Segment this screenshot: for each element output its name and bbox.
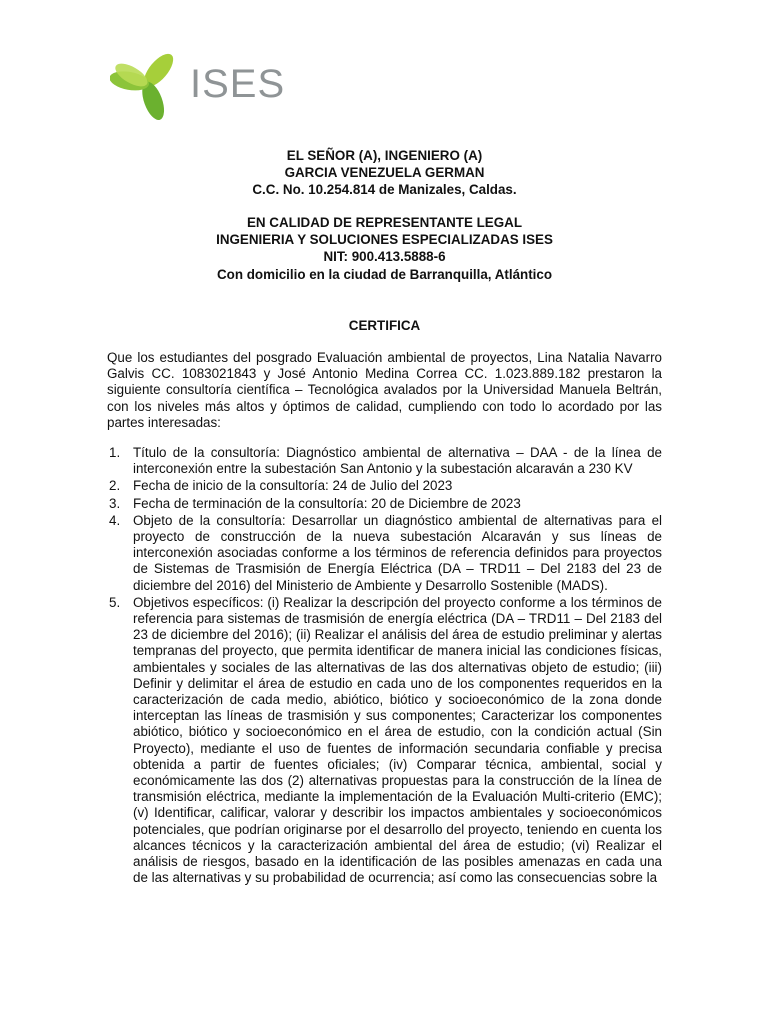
logo-text: ISES xyxy=(190,61,286,106)
company-role: EN CALIDAD DE REPRESENTANTE LEGAL xyxy=(246,215,523,230)
company-nit: NIT: 900.413.5888-6 xyxy=(323,249,446,265)
certifica-heading: CERTIFICA xyxy=(348,318,421,333)
representative-title: EL SEÑOR (A), INGENIERO (A) xyxy=(286,148,483,163)
company-name: INGENIERIA Y SOLUCIONES ESPECIALIZADAS ISES xyxy=(216,232,553,248)
list-item: 2. Fecha de inicio de la consultoría: 24 de Julio del 2023 xyxy=(109,478,453,494)
representative-name: GARCIA VENEZUELA GERMAN xyxy=(284,165,485,181)
intro-paragraph: Que los estudiantes del posgrado Evaluación ambiental de proyectos, Lina Natalia Navarro Galvis CC. 1083021843 y José Antonio Medina Correa CC. 1.023.889.182 prestaron la siguiente consultoría científica – Tecnológica avalados por la Universidad Manuela Beltrán, con los niveles más altos y óptimos de calidad, cumpliendo con todo lo acordado por las partes interesadas: xyxy=(107,350,662,430)
list-item: 4. Objeto de la consultoría: Desarrollar un diagnóstico ambiental de alternativas para el proyecto de construcción de la nueva subestación Alcaraván y sus líneas de interconexión asociadas conforme a los términos de referencia definidos para proyectos de Sistemas de Trasmisión de Energía Eléctrica (DA – TRD11 – Del 2183 del 23 de diciembre del 2016) del Ministerio de Ambiente y Desarrollo Sostenible (MADS). xyxy=(109,512,662,593)
representative-id: C.C. No. 10.254.814 de Manizales, Caldas. xyxy=(252,182,517,198)
ises-leaf-icon xyxy=(110,47,184,121)
company-logo xyxy=(110,44,290,124)
list-item: 3. Fecha de terminación de la consultoría: 20 de Diciembre de 2023 xyxy=(109,495,521,511)
list-item: 5. Objetivos específicos: (i) Realizar la descripción del proyecto conforme a los términos de referencia para sistemas de trasmisión de energía eléctrica (DA – TRD11 – Del 2183 del 23 de diciembre del 2016); (ii) Realizar el análisis del área de estudio preliminar y alertas tempranas del proyecto, que permita identificar de manera inicial las condiciones físicas, ambientales y sociales de las alternativas de las dos alternativas objeto de estudio; (iii) Definir y delimitar el área de estudio en cada uno de los componentes requeridos en la caracterización de cada medio, abiótico, biótico y socioeconómico de la zona donde interceptan las líneas de trasmisión y sus componentes; Caracterizar los componentes abiótico, biótico y socioeconómico en el área de estudio, con la condición actual (Sin Proyecto), mediante el uso de fuentes de información secundaria confiable y precisa obtenida a partir de fuentes oficiales; (iv) Comparar técnica, ambiental, social y económicamente las dos (2) alternativas propuestas para la construcción de la línea de transmisión eléctrica, mediante la implementación de la Evaluación Multi-criterio (EMC); (v) Identificar, calificar, valorar y describir los impactos ambientales y socioeconómicos potenciales, que podrían originarse por el desarrollo del proyecto, teniendo en cuenta los alcances técnicos y la caracterización ambiental del área de estudio; (vi) Realizar el análisis de riesgos, basado en la identificación de las posibles amenazas en cada una de las alternativas y su probabilidad de ocurrencia; así como las consecuencias sobre la xyxy=(109,594,662,886)
company-block xyxy=(107,214,662,283)
representative-block xyxy=(107,147,662,199)
company-domicile: Con domicilio en la ciudad de Barranquilla, Atlántico xyxy=(216,266,553,282)
consultancy-details-list xyxy=(107,445,662,887)
list-item: 1. Título de la consultoría: Diagnóstico ambiental de alternativa – DAA - de la línea de interconexión entre la subestación San Antonio y la subestación alcaraván a 230 KV xyxy=(109,445,662,477)
